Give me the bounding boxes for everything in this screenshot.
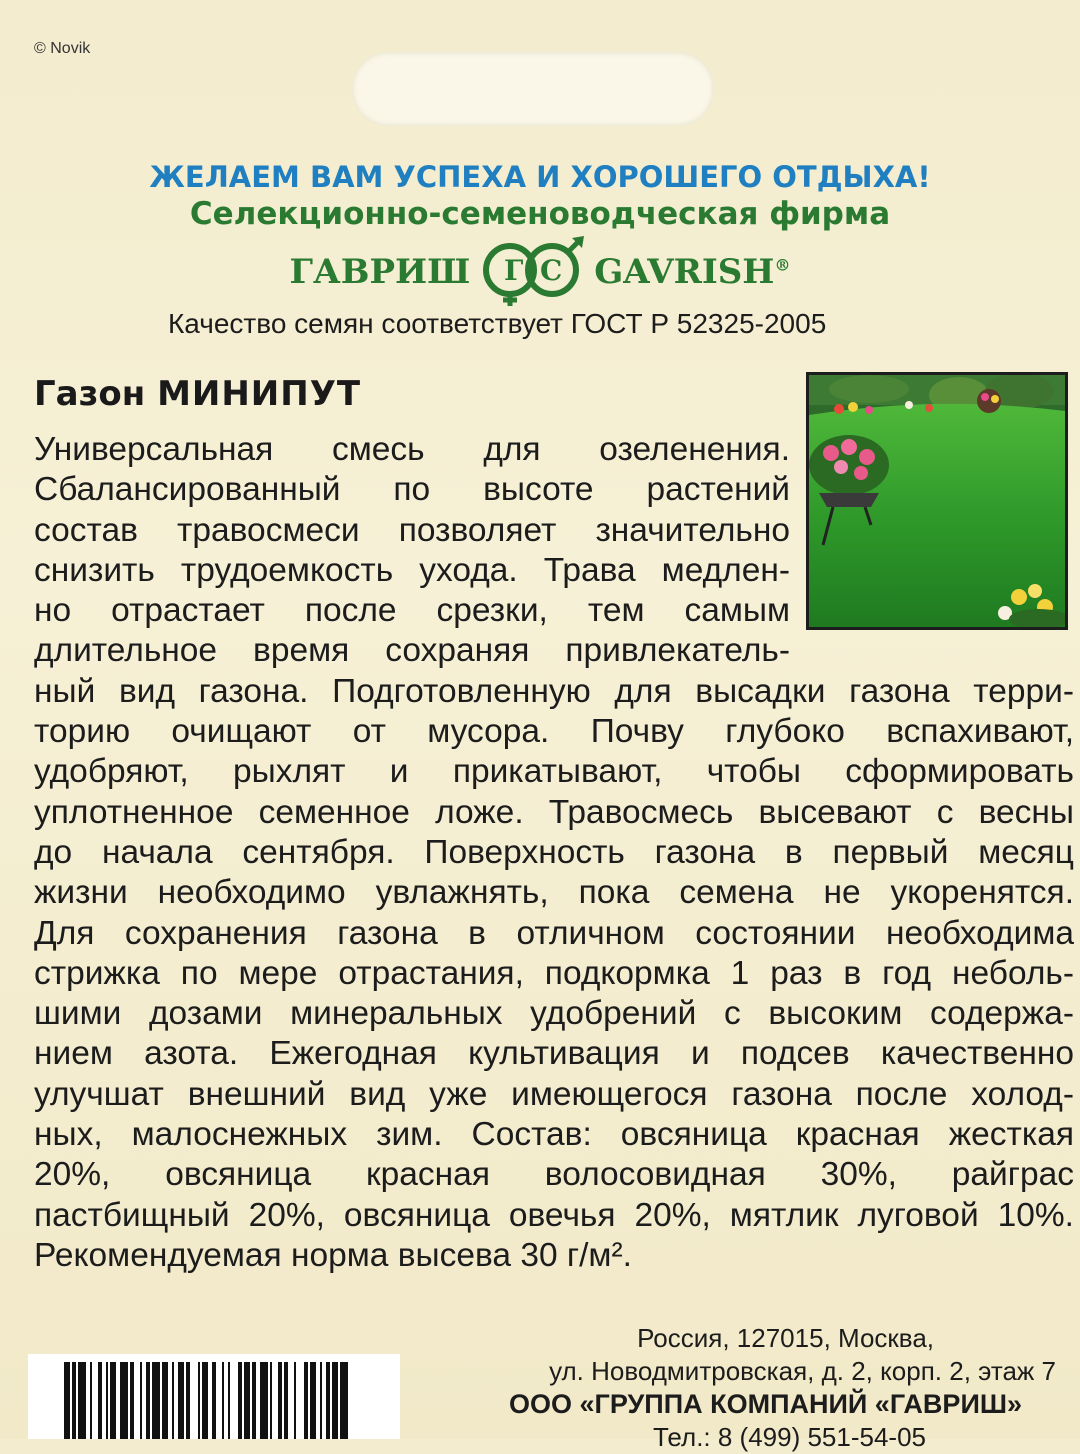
barcode-bar [228,1362,230,1439]
barcode-bar [152,1362,160,1439]
barcode-bar [202,1362,208,1439]
barcode-bar [72,1362,76,1439]
gavrish-logo-icon [476,236,588,308]
barcode-bar [172,1362,174,1439]
manufacturer-address [484,1322,1056,1454]
barcode-bar [304,1362,308,1439]
barcode-bar [332,1362,338,1439]
barcode-bar [260,1362,268,1439]
barcode-bar [270,1362,272,1439]
barcode-bar [186,1362,190,1439]
barcode-bar [162,1362,168,1439]
barcode-bar [140,1362,142,1439]
description-line: жизни необходимо увлажнять, пока семена не укоренятся. [34,874,1074,912]
company-phone: Тел.: 8 (499) 551-54-05 [653,1422,926,1452]
barcode-bar [244,1362,250,1439]
barcode-bar [120,1362,128,1439]
copyright-notice: © Novik [34,40,91,57]
barcode-bar [238,1362,242,1439]
description-line: длительное время сохраняя привлекатель- [34,632,790,670]
firm-type: Селекционно-семеноводческая фирма [189,196,891,232]
product-prefix: Газон [34,374,146,414]
barcode-bar [294,1362,296,1439]
description-line: состав травосмеси позволяет значительно [34,511,790,549]
description-line: нием азота. Ежегодная культивация и подсев качественно [34,1035,1074,1073]
description-line: шими дозами минеральных удобрений с высоким содержа- [34,995,1074,1033]
slogan: ЖЕЛАЕМ ВАМ УСПЕХА И ХОРОШЕГО ОТДЫХА! [149,160,931,194]
description-line: улучшат внешний вид уже имеющегося газона после холод- [34,1075,1074,1113]
description-line: Универсальная смесь для озеленения. [34,431,790,468]
barcode-bar [106,1362,108,1439]
company-name: ООО «ГРУППА КОМПАНИЙ «ГАВРИШ» [509,1389,1022,1419]
barcode-bar [198,1362,200,1439]
barcode-bar [222,1362,224,1439]
barcode-bar [340,1362,348,1439]
barcode-icon [28,1354,400,1439]
barcode-bar [178,1362,184,1439]
brand-header [0,160,1080,308]
barcode-bar [326,1362,330,1439]
description-line: до начала сентября. Поверхность газона в первый месяц [34,833,1074,871]
barcode-bar [90,1362,92,1439]
gost-quality-statement: Качество семян соответствует ГОСТ Р 52325-2005 [168,308,827,339]
hang-hole-cutout [352,52,714,126]
address-city: Россия, 127015, Москва, [637,1323,934,1353]
barcode-bar [212,1362,216,1439]
description-line: пастбищный 20%, овсяница овечья 20%, мятлик луговой 10%. [34,1196,1074,1234]
barcode-bar [78,1362,86,1439]
address-street: ул. Новодмитровская, д. 2, корп. 2, этаж 7 [549,1356,1056,1386]
description-line: торию очищают от мусора. Почву глубоко вспахивают, [34,713,1074,751]
barcode-bar [278,1362,282,1439]
product-description [34,430,1074,1276]
barcode-bar [284,1362,288,1439]
barcode-bar [320,1362,322,1439]
description-line: Для сохранения газона в отличном состоянии необходима [34,914,1074,952]
description-line: удобряют, рыхлят и прикатывают, чтобы сформировать [34,753,1074,791]
svg-text:Г: Г [504,254,524,287]
description-line: стрижка по мере отрастания, подкормка 1 раз в год неболь- [34,954,1074,992]
description-line: Сбалансированный по высоте растений [34,471,790,509]
description-line: уплотненное семенное ложе. Травосмесь высевают с весны [34,793,1074,831]
brand-row [0,236,1080,308]
brand-name-ru: ГАВРИШ [289,252,471,292]
barcode-bar [130,1362,134,1439]
barcode-bar [146,1362,150,1439]
svg-text:С: С [540,254,563,287]
description-line: ных, малоснежных зим. Состав: овсяница красная жесткая [34,1116,1074,1154]
brand-name-en: GAVRISH® [594,252,791,292]
product-name: МИНИПУТ [157,374,362,414]
description-line: ный вид газона. Подготовленную для высадки газона терри- [34,672,1074,710]
barcode-bar [98,1362,102,1439]
product-title [34,374,361,414]
barcode-bar [110,1362,116,1439]
description-line: но отрастает после срезки, тем самым [34,592,790,630]
barcode [28,1354,400,1439]
description-line: снизить трудоемкость ухода. Трава медлен- [34,551,790,589]
barcode-bar [64,1362,70,1439]
barcode-bar [310,1362,316,1439]
description-line: 20%, овсяница красная волосовидная 30%, райграс [34,1156,1074,1194]
barcode-bar [252,1362,256,1439]
description-line: Рекомендуемая норма высева 30 г/м². [34,1236,632,1274]
